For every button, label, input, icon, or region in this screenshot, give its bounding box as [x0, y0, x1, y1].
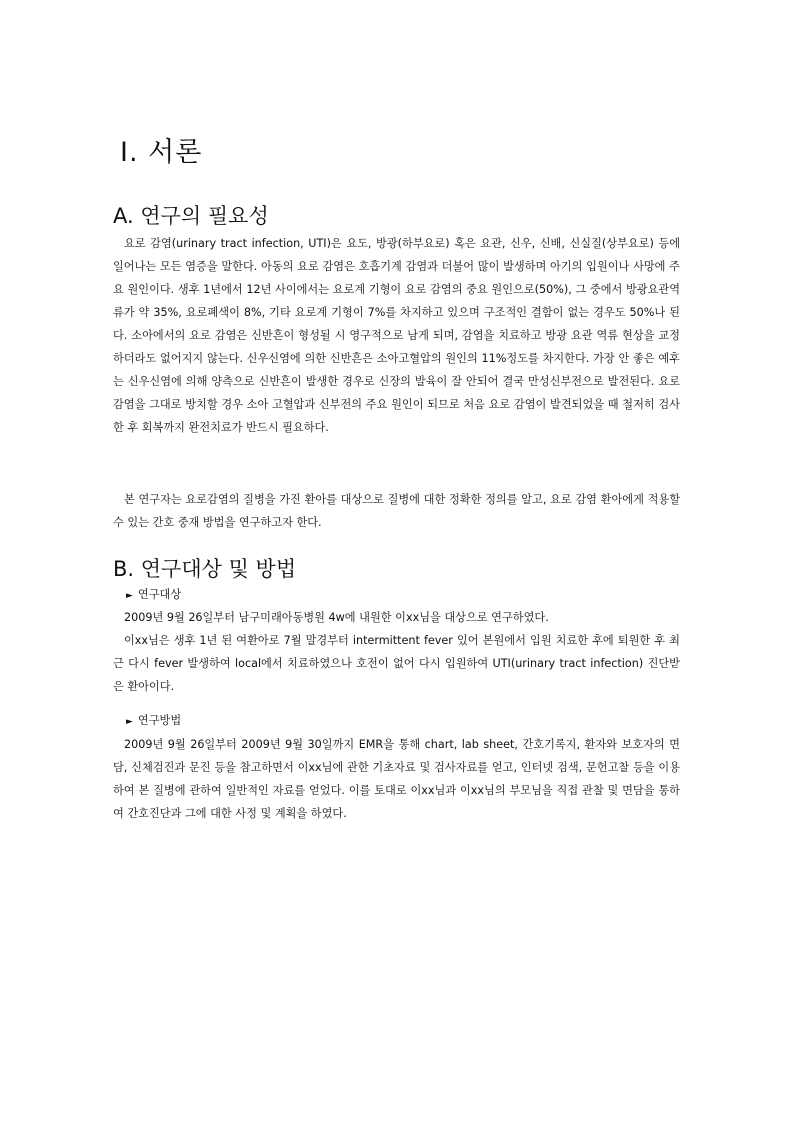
- subject-heading: [126, 585, 181, 606]
- method-label: 연구방법: [137, 714, 182, 727]
- method-heading: [126, 711, 181, 732]
- section-a-title: A. 연구의 필요성: [113, 204, 269, 228]
- section-a-body: [113, 232, 680, 439]
- arrow-right-icon: ►: [126, 717, 133, 727]
- subject-label: 연구대상: [137, 588, 182, 601]
- subject-paragraph-1: 2009년 9월 26일부터 남구미래아동병원 4w에 내원한 이xx님을 대상으로 연구하였다.: [124, 611, 549, 624]
- chapter-title: Ⅰ. 서론: [120, 137, 203, 168]
- arrow-right-icon: ►: [126, 591, 133, 601]
- section-b-title: B. 연구대상 및 방법: [113, 557, 297, 581]
- method-paragraph-1: 2009년 9월 26일부터 2009년 9월 30일까지 EMR을 통해 chart, lab sheet, 간호기록지, 환자와 보호자의 면담, 신체검진과 문진 등을 참고하면서 이xx님에 관한 기초자료 및 검사자료를 얻고, 인터넷 검색, 문헌고찰 등을 이용하여 본 질병에 관하여 일반적인 자료를 얻었다. 이를 토대로 이xx님과 이xx님의 부모님을 직접 관찰 및 면담을 통하여 간호진단과 그에 대한 사정 및 계획을 하였다.: [113, 738, 680, 820]
- method-body: [113, 733, 680, 825]
- section-a-body-2: [113, 488, 680, 534]
- subject-paragraph-2: 이xx님은 생후 1년 된 여환아로 7월 말경부터 intermittent fever 있어 본원에서 입원 치료한 후에 퇴원한 후 최근 다시 fever 발생하여 local에서 치료하였으나 호전이 없어 다시 입원하여 UTI(urinary tract infection) 진단받은 환아이다.: [113, 634, 680, 693]
- subject-body: [113, 606, 680, 698]
- section-a-paragraph-1: 요로 감염(urinary tract infection, UTI)은 요도, 방광(하부요로) 혹은 요관, 신우, 신배, 신실질(상부요로) 등에 일어나는 모든 염증을 말한다. 아동의 요로 감염은 호흡기계 감염과 더불어 많이 발생하며 아기의 입원이나 사망에 주요 원인이다. 생후 1년에서 12년 사이에서는 요로계 기형이 요로 감염의 중요 원인으로(50%), 그 중에서 방광요관역류가 약 35%, 요로폐색이 8%, 기타 요로계 기형이 7%를 차지하고 있으며 구조적인 결함이 없는 경우도 50%나 된다. 소아에서의 요로 감염은 신반흔이 형성될 시 영구적으로 남게 되며, 감염을 치료하고 방광 요관 역류 현상을 교정하더라도 없어지지 않는다. 신우신염에 의한 신반흔은 소아고혈압의 원인의 11%정도를 차지한다. 가장 안 좋은 예후는 신우신염에 의해 양측으로 신반흔이 발생한 경우로 신장의 발육이 잘 안되어 결국 만성신부전으로 발전된다. 요로 감염을 그대로 방치할 경우 소아 고혈압과 신부전의 주요 원인이 되므로 처음 요로 감염이 발견되었을 때 철저히 검사한 후 회복까지 완전치료가 반드시 필요하다.: [113, 237, 680, 434]
- section-a-paragraph-2: 본 연구자는 요로감염의 질병을 가진 환아를 대상으로 질병에 대한 정확한 정의를 알고, 요로 감염 환아에게 적용할 수 있는 간호 중재 방법을 연구하고자 한다.: [113, 493, 680, 529]
